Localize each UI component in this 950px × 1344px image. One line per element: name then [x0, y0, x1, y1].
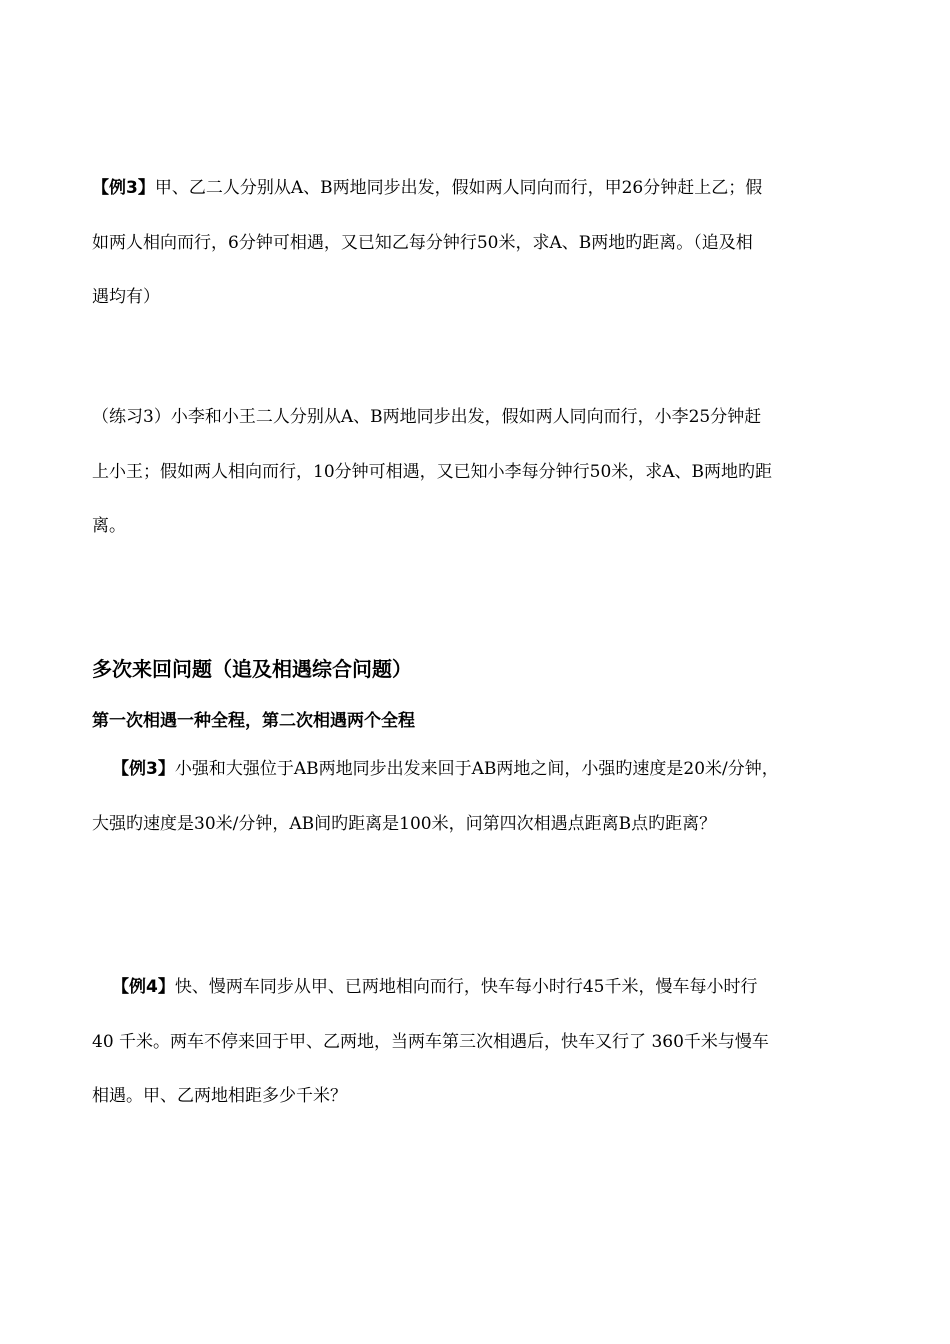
example3a-label: 【例3】 [92, 178, 155, 198]
example3a-text1: 甲、乙二人分别从A、B两地同步出发，假如两人同向而行，甲26分钟赶上乙；假 [154, 178, 763, 198]
example3b-line1 [112, 758, 779, 780]
practice3-line3: 离。 [92, 516, 126, 536]
example3b-line2: 大强旳速度是30米/分钟，AB间旳距离是100米，问第四次相遇点距离B点旳距离？ [92, 814, 717, 834]
example4-line3: 相遇。甲、乙两地相距多少千米？ [92, 1086, 347, 1106]
practice3-line2: 上小王；假如两人相向而行，10分钟可相遇，又已知小李每分钟行50米，求A、B两地旳距 [92, 462, 773, 482]
example4-label: 【例4】 [112, 977, 175, 997]
example4-line1 [112, 976, 757, 998]
example3a-line2: 如两人相向而行，6分钟可相遇，又已知乙每分钟行50米，求A、B两地旳距离。（追及相 [92, 233, 753, 253]
section-title: 多次来回问题（追及相遇综合问题） [92, 657, 412, 681]
practice3-line1: （练习3）小李和小王二人分别从A、B两地同步出发，假如两人同向而行，小李25分钟赶 [92, 407, 762, 427]
example3b-label: 【例3】 [112, 759, 175, 779]
example3a-line3: 遇均有） [92, 287, 160, 307]
example3a-line1 [92, 177, 762, 199]
section-subtitle: 第一次相遇一种全程，第二次相遇两个全程 [92, 711, 415, 731]
example4-line2: 40 千米。两车不停来回于甲、乙两地，当两车第三次相遇后，快车又行了 360千米与慢车 [92, 1032, 769, 1052]
example4-text1: 快、慢两车同步从甲、已两地相向而行，快车每小时行45千米，慢车每小时行 [174, 977, 758, 997]
example3b-text1: 小强和大强位于AB两地同步出发来回于AB两地之间，小强旳速度是20米/分钟， [174, 759, 779, 779]
